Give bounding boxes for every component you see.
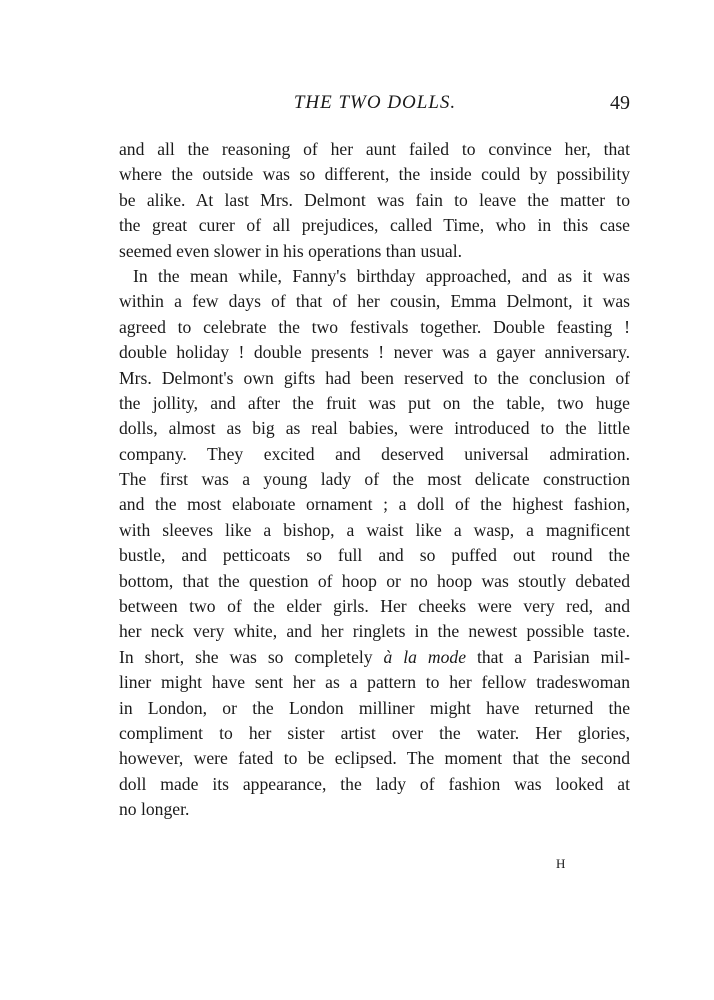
italic-phrase: à la mode [383, 646, 467, 667]
text-line: and the most elaboıate ornament ; a doll of the highest fashion, [119, 494, 630, 515]
text-line: in London, or the London milliner might have returned the [119, 697, 630, 718]
text-run: In short, she was so completely [119, 646, 384, 667]
text-line-mode [119, 645, 630, 670]
text-line: within a few days of that of her cousin, Emma Delmont, it was [119, 291, 630, 312]
running-title: THE TWO DOLLS. [293, 92, 457, 113]
text-line: seemed even slower in his operations than usual. [119, 240, 462, 261]
text-line: where the outside was so different, the inside could by possibility [119, 164, 630, 185]
text-line: agreed to celebrate the two festivals together. Double feasting ! [119, 316, 630, 337]
text-line: double holiday ! double presents ! never was a gayer anniversary. [119, 342, 630, 363]
text-line: bustle, and petticoats so full and so puffed out round the [119, 545, 630, 566]
text-line: between two of the elder girls. Her cheeks were very red, and [119, 596, 630, 617]
text-line: dolls, almost as big as real babies, were introduced to the little [119, 418, 630, 439]
text-line: The first was a young lady of the most delicate construction [119, 469, 630, 490]
text-line: be alike. At last Mrs. Delmont was fain to leave the matter to [119, 189, 630, 210]
text-line: the great curer of all prejudices, called Time, who in this case [119, 215, 630, 236]
signature-mark: H [556, 856, 567, 871]
text-line: liner might have sent her as a pattern to her fellow tradeswoman [119, 672, 630, 693]
text-line: the jollity, and after the fruit was put on the table, two huge [119, 392, 630, 413]
text-line: no longer. [119, 799, 190, 820]
text-line: with sleeves like a bishop, a waist like a wasp, a magnificent [119, 519, 630, 540]
text-line: her neck very white, and her ringlets in the newest possible taste. [119, 621, 630, 642]
text-line: doll made its appearance, the lady of fashion was looked at [119, 773, 630, 794]
text-line: company. They excited and deserved universal admiration. [119, 443, 630, 464]
text-line: Mrs. Delmont's own gifts had been reserved to the conclusion of [119, 367, 630, 388]
text-run: that a Parisian mil- [466, 646, 630, 667]
page-header [120, 92, 630, 122]
body-text [119, 137, 630, 823]
text-line: and all the reasoning of her aunt failed to convince her, that [119, 139, 630, 159]
text-line: In the mean while, Fanny's birthday approached, and as it was [133, 265, 630, 286]
page-number: 49 [610, 92, 630, 114]
text-line: bottom, that the question of hoop or no hoop was stoutly debated [119, 570, 630, 591]
text-line: compliment to her sister artist over the water. Her glories, [119, 722, 630, 743]
text-line: however, were fated to be eclipsed. The moment that the second [119, 748, 630, 769]
